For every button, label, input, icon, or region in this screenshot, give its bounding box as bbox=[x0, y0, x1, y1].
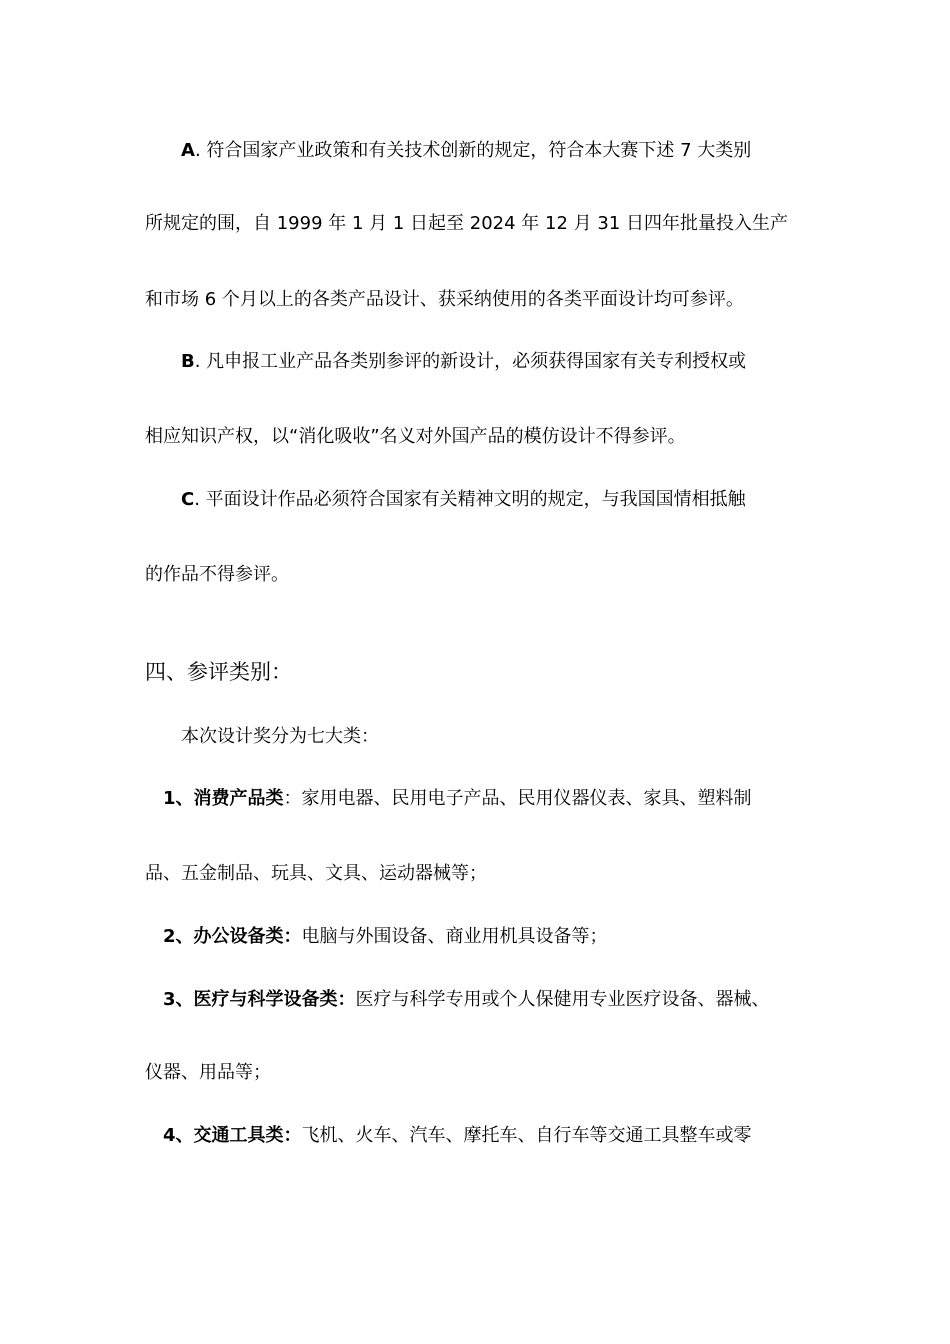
paragraph-a-line-1 bbox=[181, 139, 751, 163]
paragraph-a-marker: A bbox=[181, 140, 195, 161]
paragraph-c-line-2: 的作品不得参评。 bbox=[145, 564, 289, 585]
category-1-label: 1、消费产品类 bbox=[163, 788, 284, 809]
category-4-label: 4、交通工具类： bbox=[163, 1125, 302, 1146]
paragraph-b-line-1 bbox=[181, 350, 746, 374]
category-3-text: 医疗与科学专用或个人保健用专业医疗设备、器械、 bbox=[355, 989, 770, 1010]
paragraph-c-line-1 bbox=[181, 488, 746, 512]
category-1-line-2: 品、五金制品、玩具、文具、运动器械等； bbox=[145, 863, 487, 884]
paragraph-c-text: . 平面设计作品必须符合国家有关精神文明的规定，与我国国情相抵触 bbox=[194, 489, 746, 510]
paragraph-b-line-2: 相应知识产权，以“消化吸收”名义对外国产品的模仿设计不得参评。 bbox=[145, 426, 686, 447]
category-2-label: 2、办公设备类： bbox=[163, 926, 302, 947]
category-2-line-1 bbox=[163, 925, 608, 949]
category-3-line-1 bbox=[163, 988, 770, 1012]
paragraph-a-line-2: 所规定的围，自 1999 年 1 月 1 日起至 2024 年 12 月 31 日四年批量投入生产 bbox=[145, 213, 788, 234]
category-2-text: 电脑与外围设备、商业用机具设备等； bbox=[301, 926, 608, 947]
category-1-line-1 bbox=[163, 787, 752, 811]
paragraph-a-text: . 符合国家产业政策和有关技术创新的规定，符合本大赛下述 7 大类别 bbox=[194, 140, 752, 161]
category-3-line-2: 仪器、用品等； bbox=[145, 1062, 271, 1083]
section-heading: 四、参评类别： bbox=[145, 660, 292, 684]
paragraph-b-marker: B bbox=[181, 351, 195, 372]
category-4-text: 飞机、火车、汽车、摩托车、自行车等交通工具整车或零 bbox=[301, 1125, 752, 1146]
section-intro: 本次设计奖分为七大类： bbox=[181, 726, 379, 747]
category-4-line-1 bbox=[163, 1124, 752, 1148]
paragraph-b-text: . 凡申报工业产品各类别参评的新设计，必须获得国家有关专利授权或 bbox=[194, 351, 747, 372]
paragraph-c-marker: C bbox=[181, 489, 195, 510]
paragraph-a-line-3: 和市场 6 个月以上的各类产品设计、获采纳使用的各类平面设计均可参评。 bbox=[145, 289, 744, 310]
category-1-text: ：家用电器、民用电子产品、民用仪器仪表、家具、塑料制 bbox=[283, 788, 752, 809]
category-3-label: 3、医疗与科学设备类： bbox=[163, 989, 356, 1010]
